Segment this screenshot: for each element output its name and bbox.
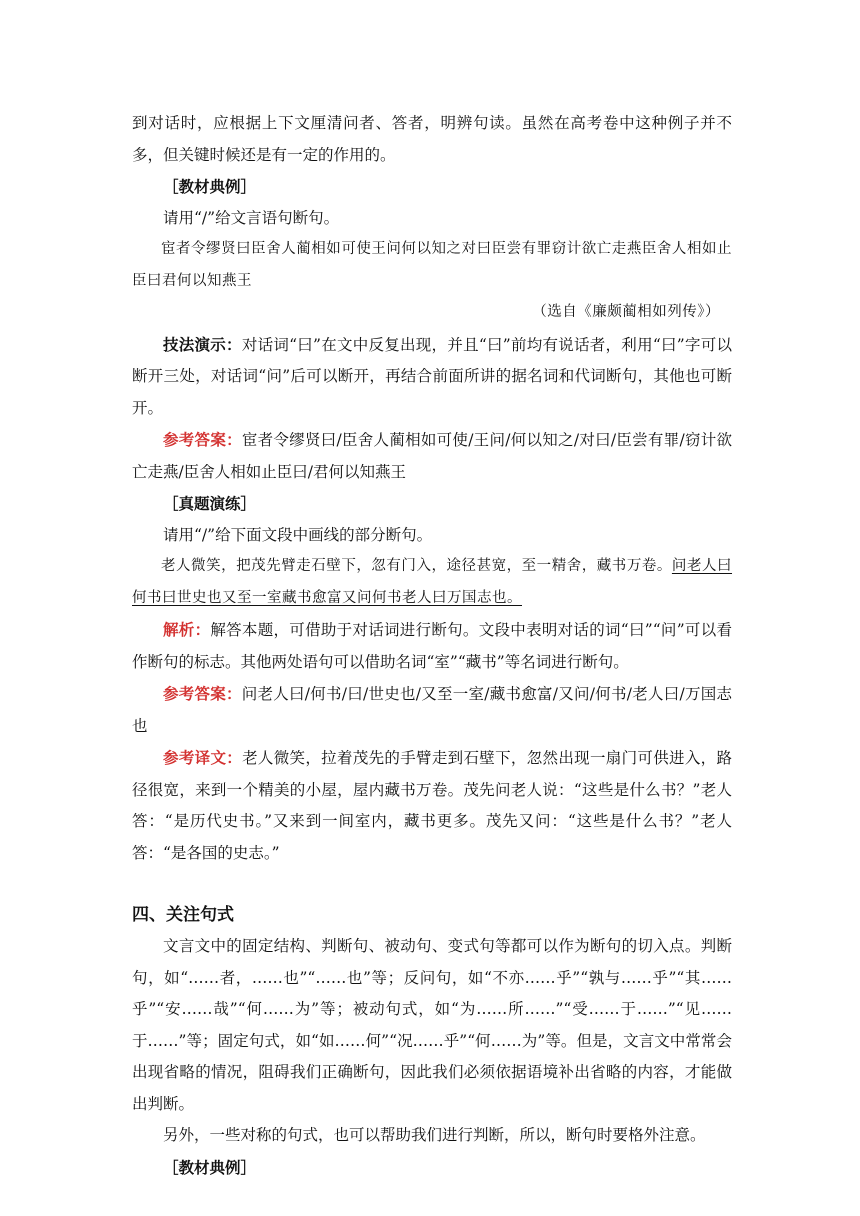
instruction-text: 请用“/”给下面文段中画线的部分断句。 [163, 525, 433, 544]
translation-paragraph [132, 742, 732, 869]
classical-text [132, 551, 732, 614]
classical-text-underlined: 问老人曰何书曰世史也又至一室藏书愈富又问何书老人曰万国志也。 [132, 558, 733, 606]
section-heading-exam-practice: ［真题演练］ [163, 494, 257, 513]
section-title: 四、关注句式 [132, 905, 234, 925]
analysis-paragraph [132, 614, 732, 678]
section-heading-textbook-example: ［教材典例］ [163, 1157, 257, 1177]
method-label: 技法演示： [163, 334, 242, 354]
section-heading-textbook-example: ［教材典例］ [163, 177, 257, 196]
classical-text-plain: 老人微笑，把茂先臂走石壁下，忽有门入，途径甚宽，至一精舍，藏书万卷。 [161, 558, 672, 574]
document-page [132, 108, 732, 1183]
answer-text: 问老人曰/何书/曰/世史也/又至一室/藏书愈富/又问/何书/老人曰/万国志也 [132, 685, 732, 735]
translation-label: 参考译文： [163, 748, 243, 767]
body-paragraph: 文言文中的固定结构、判断句、被动句、变式句等都可以作为断句的切入点。判断句，如“……者，……也”“……也”等；反问句，如“不亦……乎”“孰与……乎”“其……乎”“安……哉”“何……为”等；被动句式，如“为……所……”“受……于……”“见……于……”等；固定句式，如“如……何”“况……乎”“何……为”等。但是，文言文中常常会出现省略的情况，阻碍我们正确断句，因此我们必须依据语境补出省略的内容，才能做出判断。 [132, 937, 732, 1113]
classical-text: 宦者令缪贤曰臣舍人蔺相如可使王问何以知之对曰臣尝有罪窃计欲亡走燕臣舍人相如止臣曰君何以知燕王 [132, 241, 732, 289]
answer-label: 参考答案： [163, 430, 242, 449]
source-citation: （选自《廉颇蔺相如列传》） [532, 304, 720, 320]
answer-text: 宦者令缪贤曰/臣舍人蔺相如可使/王问/何以知之/对曰/臣尝有罪/窃计欲亡走燕/臣舍人相如止臣曰/君何以知燕王 [132, 431, 732, 481]
instruction-text: 请用“/”给文言语句断句。 [163, 208, 340, 227]
method-text: 对话词“曰”在文中反复出现，并且“曰”前均有说话者，利用“曰”字可以断开三处，对话词“问”后可以断开，再结合前面所讲的据名词和代词断句，其他也可断开。 [132, 335, 732, 417]
translation-text: 老人微笑，拉着茂先的手臂走到石壁下，忽然出现一扇门可供进入，路径很宽，来到一个精美的小屋，屋内藏书万卷。茂先问老人说：“这些是什么书？”老人答：“是历代史书。”又来到一间室内，藏书更多。茂先又问：“这些是什么书？”老人答：“是各国的史志。” [132, 749, 732, 862]
analysis-label: 解析： [163, 620, 211, 639]
method-paragraph [132, 329, 732, 425]
answer-paragraph [132, 424, 732, 488]
answer-paragraph [132, 678, 732, 742]
answer-label: 参考答案： [163, 684, 242, 703]
intro-paragraph: 到对话时，应根据上下文厘清问者、答者，明辨句读。虽然在高考卷中这种例子并不多，但关键时候还是有一定的作用的。 [132, 114, 732, 164]
body-paragraph: 另外，一些对称的句式，也可以帮助我们进行判断，所以，断句时要格外注意。 [163, 1126, 706, 1144]
analysis-text: 解答本题，可借助于对话词进行断句。文段中表明对话的词“曰”“问”可以看作断句的标志。其他两处语句可以借助名词“室”“藏书”等名词进行断句。 [132, 621, 732, 671]
